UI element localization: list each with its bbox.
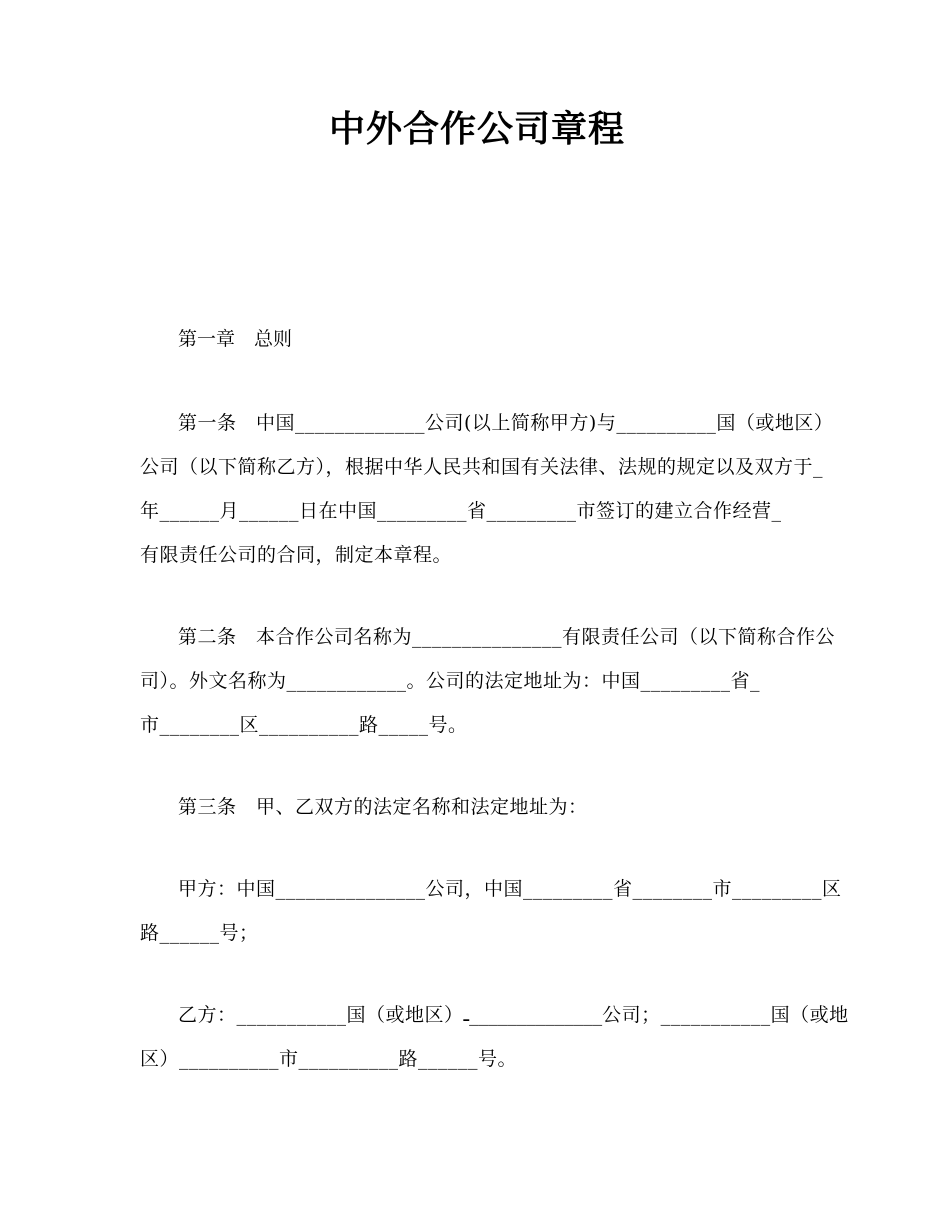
article-3-paragraph	[140, 785, 814, 829]
party-a-line-2: 路______号；	[140, 922, 259, 944]
party-b-line-1: 乙方：___________国（或地区）ـ______________公司；___________国（或地	[178, 1004, 849, 1026]
article-1-line-4: 有限责任公司的合同，制定本章程。	[140, 544, 453, 566]
article-2-line-1: 第二条 本合作公司名称为_______________有限责任公司（以下简称合作公	[178, 626, 836, 648]
article-3-line-1: 第三条 甲、乙双方的法定名称和法定地址为：	[178, 796, 588, 818]
document-title: 中外合作公司章程	[328, 109, 625, 150]
party-b-paragraph	[140, 993, 849, 1081]
article-2-line-2: 司）。外文名称为____________。公司的法定地址为：中国_________省_	[140, 670, 761, 692]
article-1-line-2: 公司（以下简称乙方），根据中华人民共和国有关法律、法规的规定以及双方于_	[140, 456, 824, 478]
party-a-paragraph	[140, 867, 842, 955]
article-2-paragraph	[140, 615, 836, 747]
chapter-1-heading: 第一章 总则	[178, 328, 293, 350]
article-1-line-1: 第一条 中国_____________公司(以上简称甲方)与__________国（或地区）	[178, 412, 834, 434]
party-a-line-1: 甲方：中国_______________公司，中国_________省________市_________区	[178, 878, 842, 900]
article-1-paragraph	[140, 401, 834, 577]
party-b-line-2: 区）__________市__________路______号。	[140, 1048, 518, 1070]
article-1-line-3: 年______月______日在中国_________省_________市签订的建立合作经营_	[140, 500, 782, 522]
article-2-line-3: 市________区__________路_____号。	[140, 714, 468, 736]
